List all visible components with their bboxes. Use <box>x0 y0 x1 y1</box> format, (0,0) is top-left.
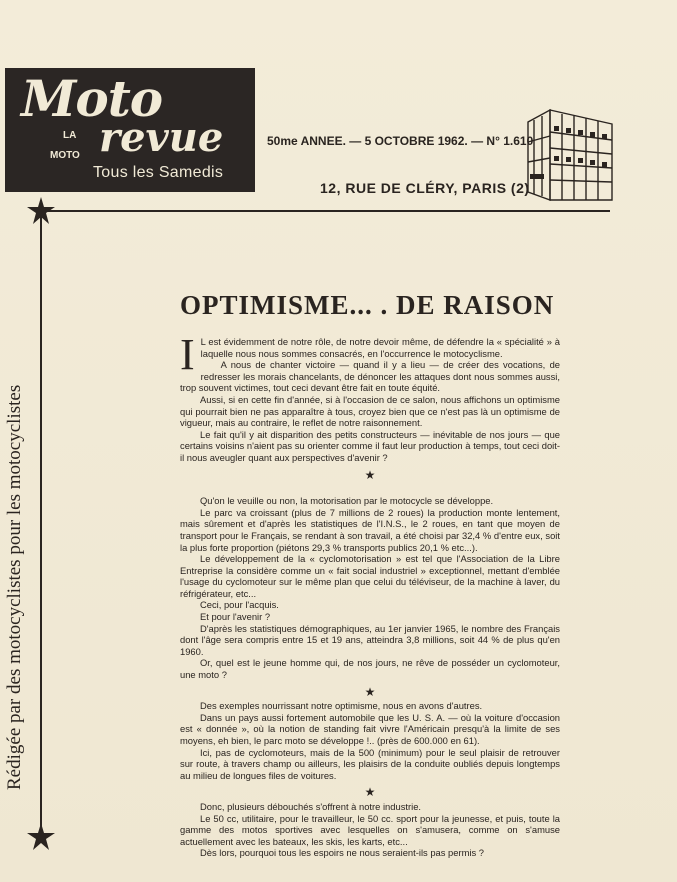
star-separator: ★ <box>364 467 376 482</box>
star-separator: ★ <box>364 785 376 800</box>
paragraph: Ici, pas de cyclomoteurs, mais de la 500 (minimum) pour le seul plaisir de retrouver sur route, à travers champ ou ailleurs, les plaisirs de la conduite oubliés depuis longtemps au milieu de longues files de voitures. <box>180 746 560 781</box>
brand-moto-small: MOTO <box>50 150 80 161</box>
masthead-tagline: Tous les Samedis <box>93 164 224 181</box>
paragraph: D'après les statistiques démographiques, au 1er janvier 1965, le nombre des Français dont l'âge sera compris entre 15 et 19 ans, atteindra 3,8 millions, soit 44 % de plus qu'en 1960. <box>180 622 560 657</box>
article-body <box>180 330 560 859</box>
drop-cap: I <box>180 330 195 379</box>
brand-moto: Moto <box>21 69 163 128</box>
paragraph: Le 50 cc, utilitaire, pour le travailleur, le 50 cc. sport pour la jeunesse, et puis, toute la gamme des motos sportives avec lesquelles on s'amusera, comme on s'amuse actuellement avec les bateaux, les skis, les karts, etc... <box>180 812 560 847</box>
brand-la: LA <box>63 130 77 141</box>
star-separator: ★ <box>364 684 376 699</box>
paragraph-text: L est évidemment de notre rôle, de notre devoir même, de défendre la « spécialité » à laquelle nous nous sommes consacrés, en l'occurrence le motocyclisme. <box>200 336 560 359</box>
header-rule <box>40 210 610 212</box>
paragraph: Des exemples nourrissant notre optimisme, nous en avons d'autres. <box>200 700 483 712</box>
paragraph: Dans un pays aussi fortement automobile que les U. S. A. — où la voiture d'occasion est « donnée », où la notion de standing fait vivre l'Américain presqu'à la limite de ses moyens, eh bien, le parc moto se développe !.. (près de 600.000 en 61). <box>180 711 560 746</box>
issue-line: 50me ANNEE. — 5 OCTOBRE 1962. — N° 1.610 <box>267 134 534 148</box>
star-icon <box>26 822 56 852</box>
paragraph: Et pour l'avenir ? <box>200 611 271 623</box>
paragraph: Le développement de la « cyclomotorisation » est tel que l'Association de la Libre Entreprise la considère comme un « fait social industriel » exceptionnel, mettant d'emblée l'usage du cyclomoteur sur le même plan que celui du téléviseur, de la machine à laver, du réfrigérateur, etc... <box>180 553 560 599</box>
side-slogan: Rédigée par des motocyclistes pour les motocyclistes <box>4 384 25 790</box>
side-rule <box>40 210 42 835</box>
masthead <box>5 68 255 192</box>
paragraph: A nous de chanter victoire — quand il y a lieu — de créer des vocations, de redresser les morais chancelants, de dénoncer les attaques dont nous sommes aussi, trop souvent victimes, tout ceci devant être fait en toute équité. <box>180 359 560 394</box>
paragraph: Or, quel est le jeune homme qui, de nos jours, ne rêve de posséder un cyclomoteur, une moto ? <box>180 657 560 681</box>
paragraph: Donc, plusieurs débouchés s'offrent à notre industrie. <box>200 800 422 812</box>
address-line: 12, RUE DE CLÉRY, PARIS (2) <box>320 180 530 196</box>
brand-revue: revue <box>99 114 224 161</box>
paragraph: Aussi, si en cette fin d'année, si à l'occasion de ce salon, nous affichons un optimisme qui pourrait bien ne pas apparaître à tous, croyez bien que ce n'est pas là un optimisme de vigueur, mais au contraire, le reflet de notre raisonnement. <box>180 393 560 429</box>
paragraph: Le fait qu'il y ait disparition des petits constructeurs — inévitable de nos jours — que certains voisins n'aient pas su orienter comme il faut leur production à temps, tout ceci doit-il nous aveugler quant aux perspectives d'avenir ? <box>180 428 560 463</box>
paragraph: Qu'on le veuille ou non, la motorisation par le motocycle se développe. <box>200 495 494 507</box>
article-headline: OPTIMISME... . DE RAISON <box>180 290 555 320</box>
paragraph: Dès lors, pourquoi tous les espoirs ne nous seraient-ils pas permis ? <box>200 847 484 859</box>
paragraph: Le parc va croissant (plus de 7 millions de 2 roues) la production monte lentement, mais sûrement et d'après les statistiques de l'I.N.S., le 2 roues, en tant que moyen de transport pour le Français, se rendant à son travail, a été choisi par 32,4 % d'entre eux, soit la plus forte proportion (piétons 29,3 % transports publics 20,1 % etc...). <box>180 506 560 553</box>
star-icon <box>26 196 56 226</box>
paragraph: Ceci, pour l'acquis. <box>200 599 279 611</box>
building-illustration <box>520 92 620 202</box>
